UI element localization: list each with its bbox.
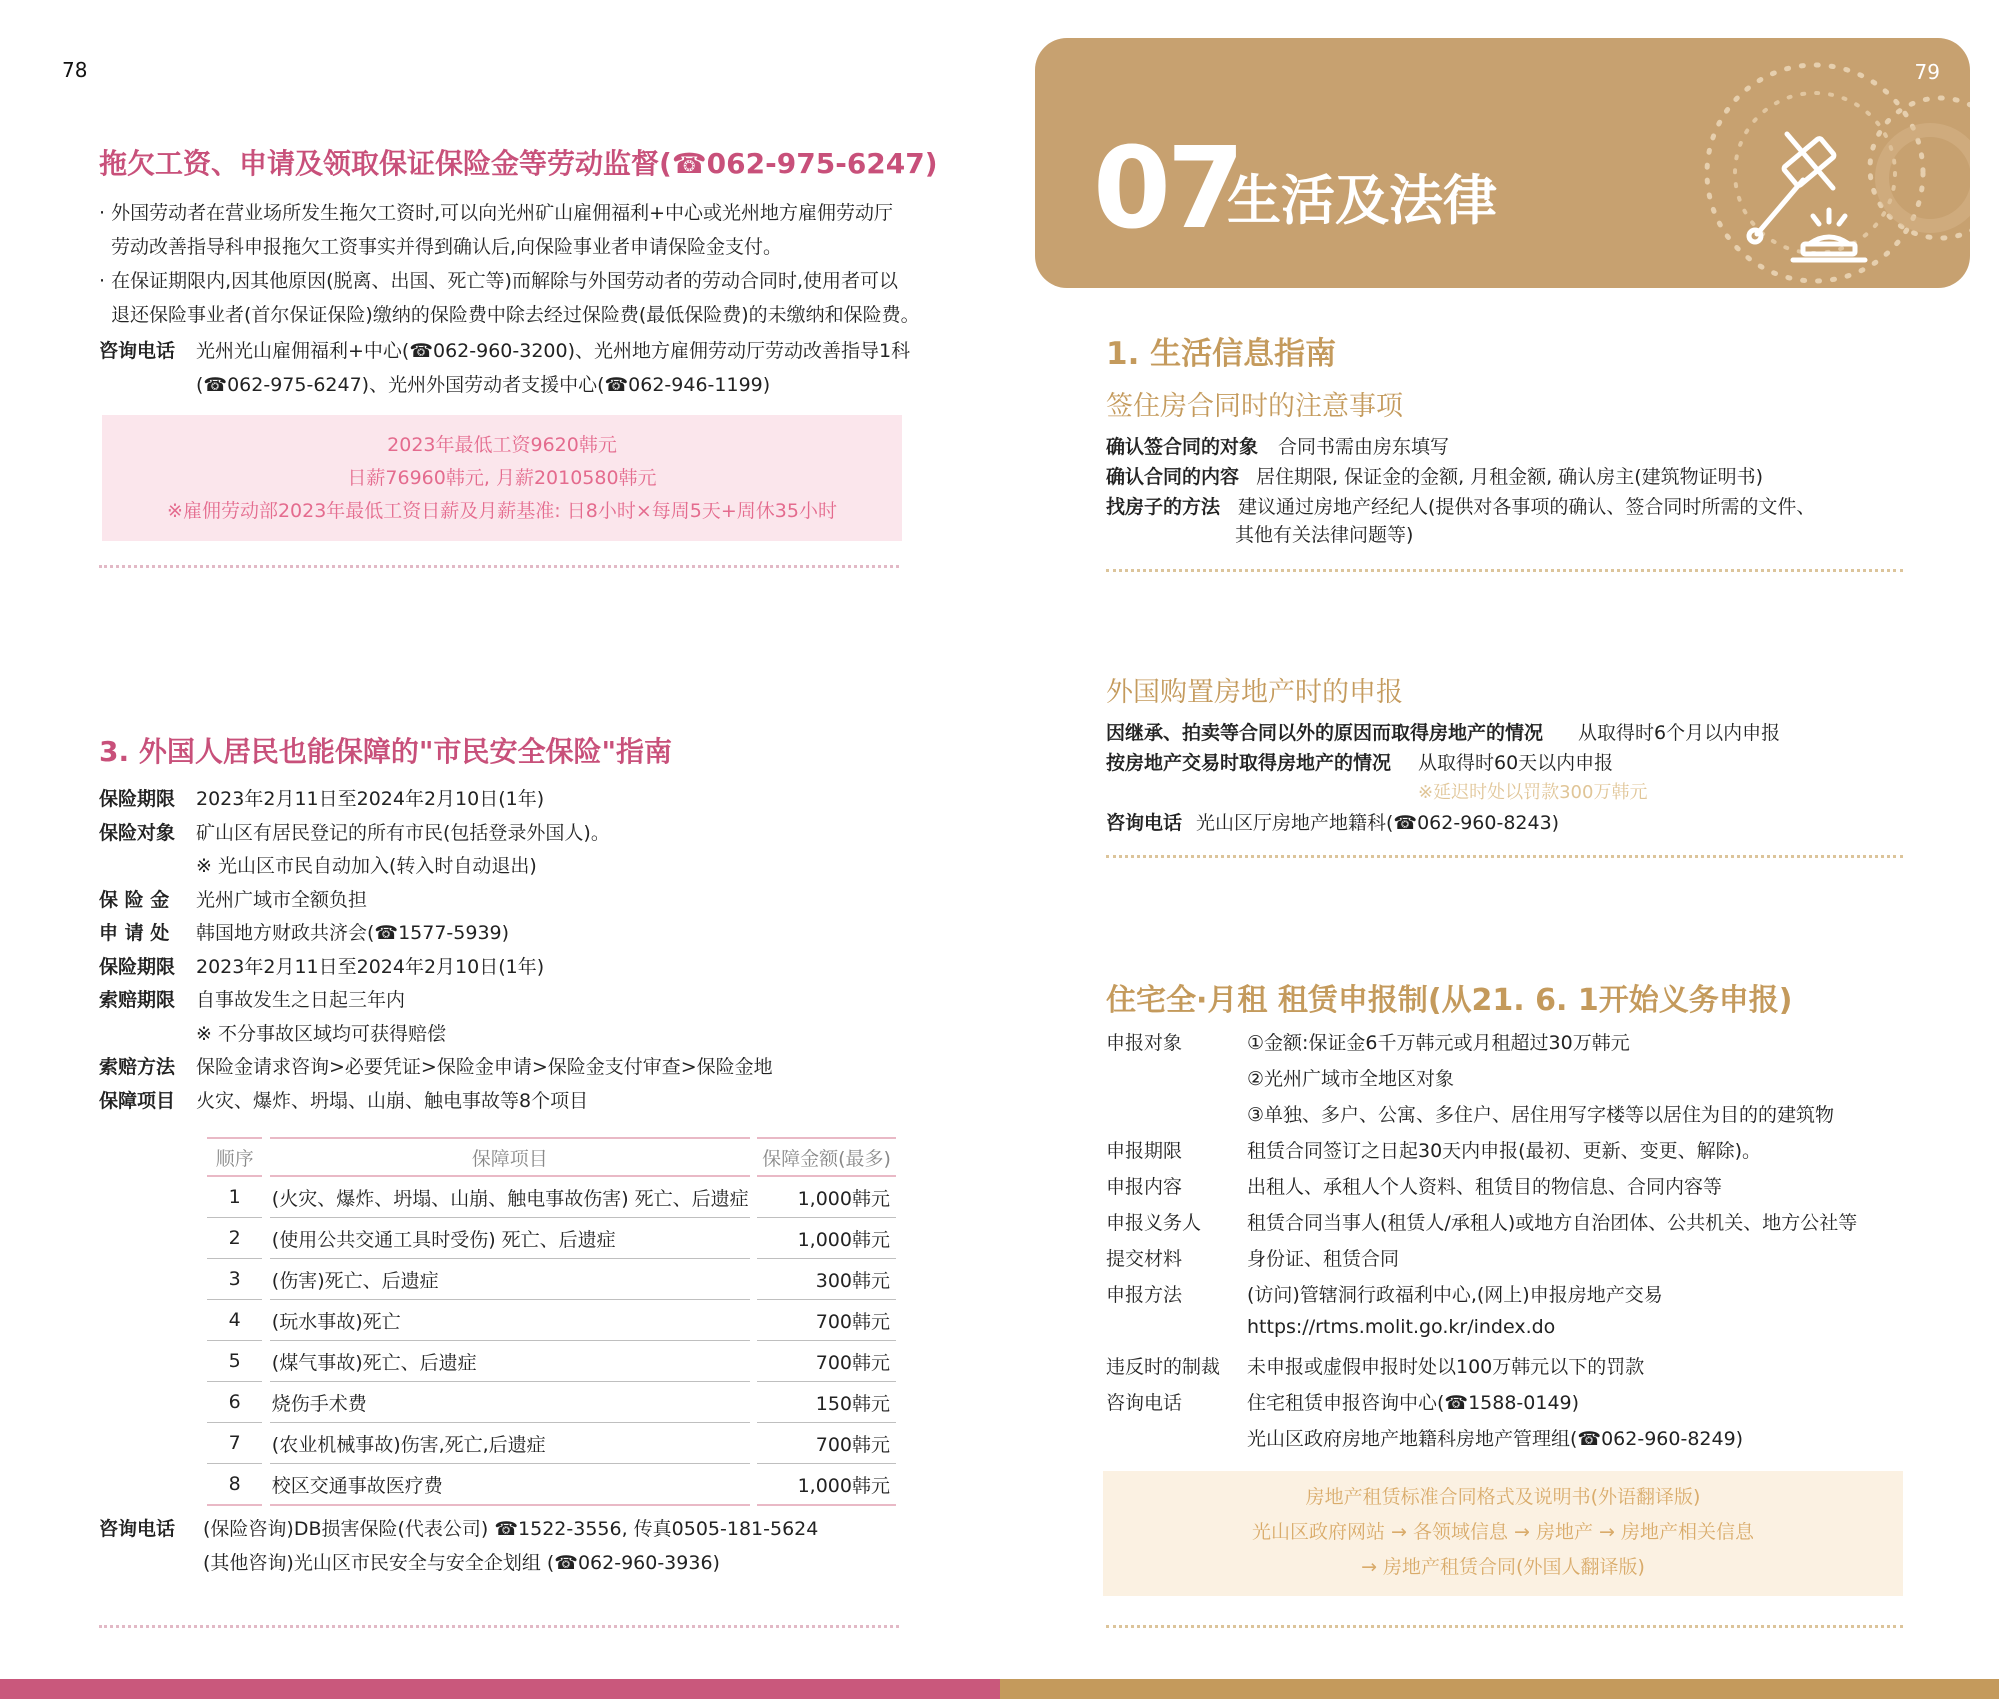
lease-value: 居住期限, 保证金的金额, 月租金额, 确认房主(建筑物证明书) [1256, 466, 1764, 488]
coverage-item: (农业机械事故)伤害,死亡,后遗症 [270, 1423, 750, 1464]
insurance-info-value: ※ 不分事故区域均可获得赔偿 [196, 1022, 446, 1045]
purchase-contact-value: 光山区厅房地产地籍科(☎062-960-8243) [1196, 812, 1560, 834]
rental-label: 申报内容 [1106, 1176, 1183, 1198]
rental-contract-info-box [1103, 1471, 1903, 1596]
coverage-item: 烧伤手术费 [270, 1382, 750, 1423]
cell-gap [750, 1382, 757, 1423]
insurance-section-title: 3. 外国人居民也能保障的"市民安全保险"指南 [99, 735, 673, 768]
coverage-amount: 1,000韩元 [757, 1176, 896, 1218]
divider [1106, 855, 1903, 858]
insurance-info-label: 保险期限 [99, 788, 176, 810]
lease-label: 确认签合同的对象 [1106, 436, 1259, 458]
wage-bullet-1-line2: 劳动改善指导科申报拖欠工资事实并得到确认后,向保险事业者申请保险金支付。 [111, 236, 783, 258]
footer-bar-left [0, 1679, 1000, 1699]
divider [1106, 569, 1903, 572]
insurance-info-value: ※ 光山区市民自动加入(转入时自动退出) [196, 855, 537, 877]
insurance-info-label: 保障项目 [99, 1089, 176, 1112]
coverage-amount: 300韩元 [757, 1259, 896, 1300]
rental-label: 申报方法 [1106, 1284, 1183, 1306]
coverage-order: 4 [207, 1300, 262, 1341]
insurance-info-label: 申 请 处 [99, 922, 170, 944]
cell-gap [262, 1423, 269, 1464]
rental-value: ①金额:保证金6千万韩元或月租超过30万韩元 [1247, 1032, 1630, 1054]
life-info-title: 1. 生活信息指南 [1106, 336, 1337, 372]
insurance-info-label: 索赔方法 [99, 1056, 176, 1078]
wage-bullet-2 [99, 264, 959, 332]
insurance-info-value: 光州广域市全额负担 [196, 888, 368, 911]
table-row [207, 1176, 896, 1218]
coverage-amount: 1,000韩元 [757, 1464, 896, 1506]
rental-value: https://rtms.molit.go.kr/index.do [1247, 1316, 1556, 1338]
insurance-info-label: 保险对象 [99, 821, 176, 844]
coverage-order: 1 [207, 1176, 262, 1218]
cell-gap [750, 1300, 757, 1341]
wage-section-title: 拖欠工资、申请及领取保证保险金等劳动监督(☎062-975-6247) [99, 147, 938, 180]
table-row [207, 1464, 896, 1506]
coverage-order: 8 [207, 1464, 262, 1506]
cell-gap [262, 1382, 269, 1423]
coverage-order: 7 [207, 1423, 262, 1464]
chapter-banner [1035, 38, 1970, 288]
coverage-item: (火灾、爆炸、坍塌、山崩、触电事故伤害) 死亡、后遗症 [270, 1176, 750, 1218]
minimum-wage-line3: ※雇佣劳动部2023年最低工资日薪及月薪基准: 日8小时×每周5天+周休35小时 [167, 500, 837, 522]
coverage-amount: 150韩元 [757, 1382, 896, 1423]
cell-gap [262, 1300, 269, 1341]
rental-label: 咨询电话 [1106, 1392, 1183, 1414]
page-number-right: 79 [1914, 60, 1940, 84]
cell-gap [262, 1176, 269, 1218]
insurance-contact-line1: (保险咨询)DB损害保险(代表公司) ☎1522-3556, 传真0505-181-5624 [203, 1518, 819, 1540]
insurance-info-value: 火灾、爆炸、坍塌、山崩、触电事故等8个项目 [196, 1089, 589, 1112]
cell-gap [750, 1423, 757, 1464]
insurance-info-label: 保险期限 [99, 955, 176, 978]
purchase-label: 因继承、拍卖等合同以外的原因而取得房地产的情况 [1106, 722, 1544, 744]
table-row [207, 1259, 896, 1300]
cell-gap [750, 1259, 757, 1300]
chapter-number: 07 [1093, 124, 1241, 254]
rental-value: 住宅租赁申报咨询中心(☎1588-0149) [1247, 1392, 1580, 1414]
rental-value: 身份证、租赁合同 [1247, 1248, 1400, 1270]
purchase-title: 外国购置房地产时的申报 [1106, 677, 1403, 708]
insurance-info-value: 2023年2月11日至2024年2月10日(1年) [196, 955, 545, 978]
rental-value: 出租人、承租人个人资料、租赁目的物信息、合同内容等 [1247, 1176, 1723, 1198]
cell-gap [750, 1218, 757, 1259]
cell-gap [750, 1341, 757, 1382]
coverage-item: (伤害)死亡、后遗症 [270, 1259, 750, 1300]
purchase-fine-note: ※延迟时处以罚款300万韩元 [1418, 782, 1648, 803]
divider [1106, 1625, 1903, 1628]
coverage-item: (煤气事故)死亡、后遗症 [270, 1341, 750, 1382]
coverage-item: (使用公共交通工具时受伤) 死亡、后遗症 [270, 1218, 750, 1259]
rental-box-line3: → 房地产租赁合同(外国人翻译版) [1361, 1556, 1645, 1578]
rental-value: ③单独、多户、公寓、多住户、居住用写字楼等以居住为目的的建筑物 [1247, 1104, 1835, 1126]
insurance-info-value: 韩国地方财政共济会(☎1577-5939) [196, 922, 510, 944]
coverage-order: 5 [207, 1341, 262, 1382]
purchase-value: 从取得时6个月以内申报 [1578, 722, 1781, 744]
minimum-wage-box [102, 415, 902, 541]
footer-bar-right [1000, 1679, 1999, 1699]
rental-label: 违反时的制裁 [1106, 1356, 1221, 1378]
cell-gap [262, 1218, 269, 1259]
header-amount: 保障金额(最多) [757, 1138, 896, 1176]
rental-value: 租赁合同签订之日起30天内申报(最初、更新、变更、解除)。 [1247, 1140, 1762, 1162]
rental-label: 申报期限 [1106, 1140, 1183, 1162]
cell-gap [262, 1259, 269, 1300]
insurance-contact-label: 咨询电话 [99, 1518, 176, 1540]
cell-gap [262, 1464, 269, 1506]
table-row [207, 1423, 896, 1464]
rental-label: 申报义务人 [1106, 1212, 1202, 1234]
purchase-label: 按房地产交易时取得房地产的情况 [1106, 752, 1392, 774]
rental-value: 未申报或虚假申报时处以100万韩元以下的罚款 [1247, 1356, 1645, 1378]
wage-bullet-2-line2: 退还保险事业者(首尔保证保险)缴纳的保险费中除去经过保险费(最低保险费)的未缴纳和保险费。 [111, 304, 920, 326]
insurance-info-label: 保 险 金 [99, 888, 170, 911]
cell-gap [262, 1341, 269, 1382]
table-row [207, 1382, 896, 1423]
coverage-amount: 700韩元 [757, 1423, 896, 1464]
purchase-contact-label: 咨询电话 [1106, 812, 1183, 834]
rental-report-title: 住宅全·月租 租赁申报制(从21. 6. 1开始义务申报) [1106, 983, 1793, 1018]
wage-contact-line1: 光州光山雇佣福利+中心(☎062-960-3200)、光州地方雇佣劳动厅劳动改善指导1科 [196, 340, 911, 362]
rental-box-line2: 光山区政府网站 → 各领域信息 → 房地产 → 房地产相关信息 [1252, 1521, 1754, 1543]
divider [99, 1625, 899, 1628]
lease-value: 建议通过房地产经纪人(提供对各事项的确认、签合同时所需的文件、 [1238, 496, 1816, 518]
wage-bullet-2-line1: · 在保证期限内,因其他原因(脱离、出国、死亡等)而解除与外国劳动者的劳动合同时,使用者可以 [99, 270, 898, 292]
divider [99, 565, 899, 568]
coverage-order: 2 [207, 1218, 262, 1259]
coverage-item: 校区交通事故医疗费 [270, 1464, 750, 1506]
wage-contact-label: 咨询电话 [99, 340, 176, 362]
header-item: 保障项目 [270, 1138, 750, 1176]
coverage-item: (玩水事故)死亡 [270, 1300, 750, 1341]
table-row [207, 1300, 896, 1341]
coverage-amount: 700韩元 [757, 1341, 896, 1382]
header-order: 顺序 [207, 1138, 262, 1176]
table-row [207, 1218, 896, 1259]
insurance-contact-line2: (其他咨询)光山区市民安全与安全企划组 (☎062-960-3936) [203, 1552, 720, 1574]
coverage-table [207, 1137, 896, 1506]
minimum-wage-line2: 日薪76960韩元, 月薪2010580韩元 [347, 467, 657, 489]
rental-value: 光山区政府房地产地籍科房地产管理组(☎062-960-8249) [1247, 1428, 1744, 1450]
lease-label: 找房子的方法 [1106, 496, 1221, 518]
wage-contact-line2: (☎062-975-6247)、光州外国劳动者支援中心(☎062-946-1199) [196, 374, 771, 396]
lease-label: 确认合同的内容 [1106, 466, 1240, 488]
coverage-amount: 700韩元 [757, 1300, 896, 1341]
insurance-info-value: 矿山区有居民登记的所有市民(包括登录外国人)。 [196, 821, 610, 844]
wage-bullet-1 [99, 196, 959, 264]
insurance-info-label: 索赔期限 [99, 989, 176, 1011]
wage-bullets [99, 196, 959, 332]
page-number-left: 78 [62, 58, 88, 82]
rental-label: 申报对象 [1106, 1032, 1183, 1054]
coverage-order: 6 [207, 1382, 262, 1423]
coverage-amount: 1,000韩元 [757, 1218, 896, 1259]
purchase-value: 从取得时60天以内申报 [1418, 752, 1614, 774]
lease-continuation: 其他有关法律问题等) [1235, 524, 1414, 546]
cell-gap [750, 1464, 757, 1506]
coverage-order: 3 [207, 1259, 262, 1300]
insurance-info-value: 保险金请求咨询>必要凭证>保险金申请>保险金支付审查>保险金地 [196, 1056, 773, 1078]
table-row [207, 1341, 896, 1382]
insurance-info-value: 自事故发生之日起三年内 [196, 989, 406, 1011]
gavel-icon [1735, 126, 1885, 266]
rental-value: 租赁合同当事人(租赁人/承租人)或地方自治团体、公共机关、地方公社等 [1247, 1212, 1858, 1234]
lease-value: 合同书需由房东填写 [1278, 436, 1450, 458]
wage-bullet-1-line1: · 外国劳动者在营业场所发生拖欠工资时,可以向光州矿山雇佣福利+中心或光州地方雇佣劳动厅 [99, 202, 894, 224]
minimum-wage-line1: 2023年最低工资9620韩元 [387, 434, 617, 456]
chapter-title: 生活及法律 [1227, 169, 1497, 232]
coverage-table-header [207, 1138, 896, 1176]
rental-value: ②光州广域市全地区对象 [1247, 1068, 1455, 1090]
cell-gap [750, 1176, 757, 1218]
lease-title: 签住房合同时的注意事项 [1106, 391, 1403, 422]
rental-box-line1: 房地产租赁标准合同格式及说明书(外语翻译版) [1305, 1486, 1701, 1508]
rental-label: 提交材料 [1106, 1248, 1183, 1270]
insurance-info-value: 2023年2月11日至2024年2月10日(1年) [196, 788, 545, 810]
rental-value: (访问)管辖洞行政福利中心,(网上)申报房地产交易 [1247, 1284, 1663, 1306]
